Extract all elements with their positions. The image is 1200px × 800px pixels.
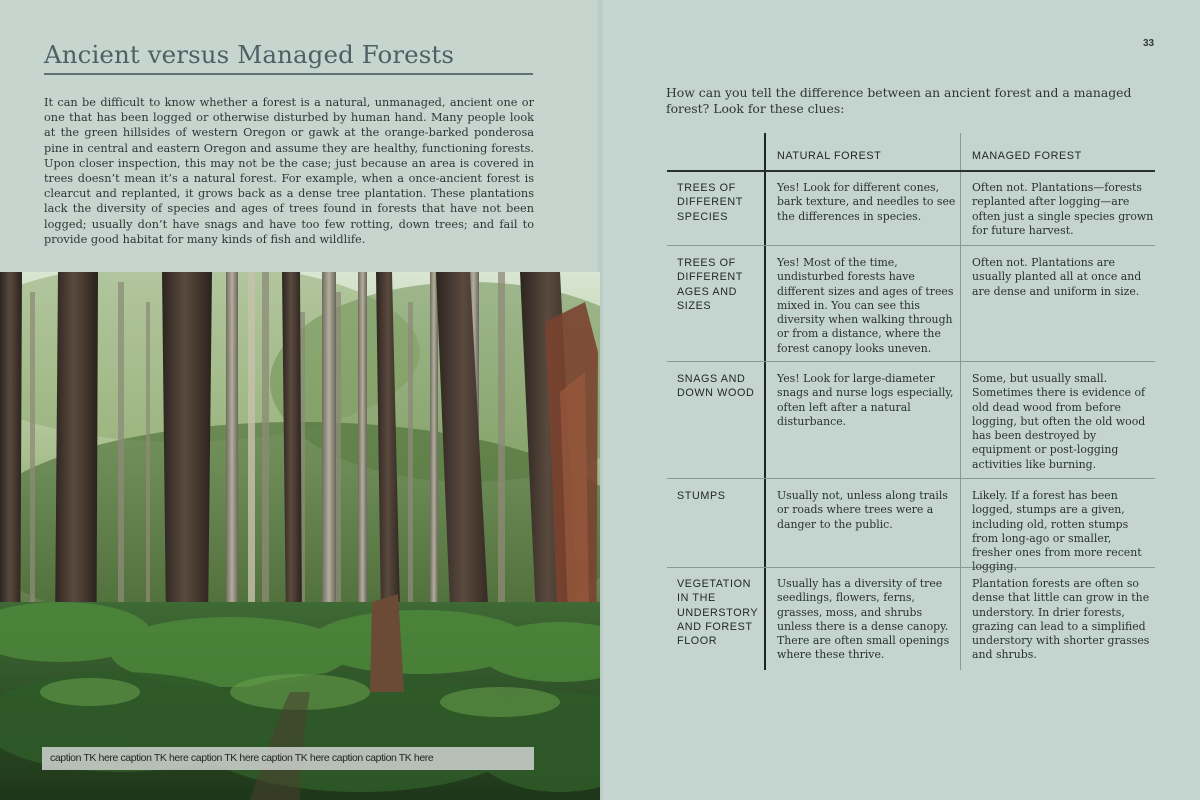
cell-natural-understory: Usually has a diversity of tree seedlings, flowers, ferns, grasses, moss, and shrubs unless there is a dense canopy. There are often small openings where these thrive. — [777, 577, 950, 662]
photo-caption: caption TK here caption TK here caption TK here caption TK here caption caption TK here — [50, 752, 434, 764]
cell-natural-snags: Yes! Look for large-diameter snags and nurse logs especially, often left after a natural disturbance. — [777, 372, 954, 428]
row-label-species: TREES OF DIFFERENT SPECIES — [677, 182, 743, 223]
page-title: Ancient versus Managed Forests — [44, 40, 455, 69]
table-row-rule — [667, 361, 1155, 362]
table-row-rule — [667, 245, 1155, 246]
cell-natural-ages: Yes! Most of the time, undisturbed forests have different sizes and ages of trees mixed in. You can see this diversity when walking through or from a distance, where the forest canopy looks uneven. — [777, 256, 954, 355]
forest-photo — [0, 272, 600, 800]
cell-managed-species: Often not. Plantations—forests replanted after logging—are often just a single species grown for future harvest. — [972, 181, 1154, 237]
title-underline — [44, 73, 533, 75]
column-header-natural: NATURAL FOREST — [777, 150, 882, 162]
cell-natural-stumps: Usually not, unless along trails or roads where trees were a danger to the public. — [777, 489, 948, 531]
comparison-table — [667, 133, 1155, 670]
row-label-ages: TREES OF DIFFERENT AGES AND SIZES — [677, 257, 743, 312]
cell-managed-stumps: Likely. If a forest has been logged, stumps are a given, including old, rotten stumps from long-ago or smaller, fresher ones from more recent logging. — [972, 489, 1142, 574]
page-number: 33 — [1143, 38, 1155, 49]
row-label-snags: SNAGS AND DOWN WOOD — [677, 373, 755, 400]
row-label-understory: VEGETATION IN THE UNDERSTORY AND FOREST FLOOR — [677, 578, 758, 648]
table-divider-vertical-2 — [960, 133, 961, 670]
cell-managed-snags: Some, but usually small. Sometimes there is evidence of old dead wood from before logging, but often the old wood has been destroyed by equipment or post-logging activities like burning. — [972, 372, 1146, 471]
cell-managed-understory: Plantation forests are often so dense that little can grow in the understory. In drier forests, grazing can lead to a simplified understory with shorter grasses and shrubs. — [972, 577, 1150, 662]
column-header-managed: MANAGED FOREST — [972, 150, 1082, 162]
table-divider-vertical-1 — [764, 133, 766, 670]
table-header-rule — [667, 170, 1155, 172]
table-row-rule — [667, 478, 1155, 479]
cell-managed-ages: Often not. Plantations are usually planted all at once and are dense and uniform in size. — [972, 256, 1142, 298]
intro-paragraph: It can be difficult to know whether a forest is a natural, unmanaged, ancient one or one that has been logged or otherwise disturbed by human hand. Many people look at the green hillsides of western Oregon or gawk at the orange-barked ponderosa pine in central and eastern Oregon and assume they are healthy, functioning forests. Upon closer inspection, this may not be the case; just because an area is covered in trees doesn’t mean it’s a natural forest. For example, when a once-ancient forest is clearcut and replanted, it grows back as a dense tree plantation. These plantations lack the diversity of species and ages of trees found in forests that have not been logged; usually don’t have snags and have too few rotting, down trees; and fail to provide good habitat for many kinds of fish and wildlife. — [44, 96, 534, 246]
cell-natural-species: Yes! Look for different cones, bark texture, and needles to see the differences in species. — [777, 181, 956, 223]
table-intro: How can you tell the difference between an ancient forest and a managed forest? Look for these clues: — [666, 85, 1132, 116]
row-label-stumps: STUMPS — [677, 490, 726, 502]
